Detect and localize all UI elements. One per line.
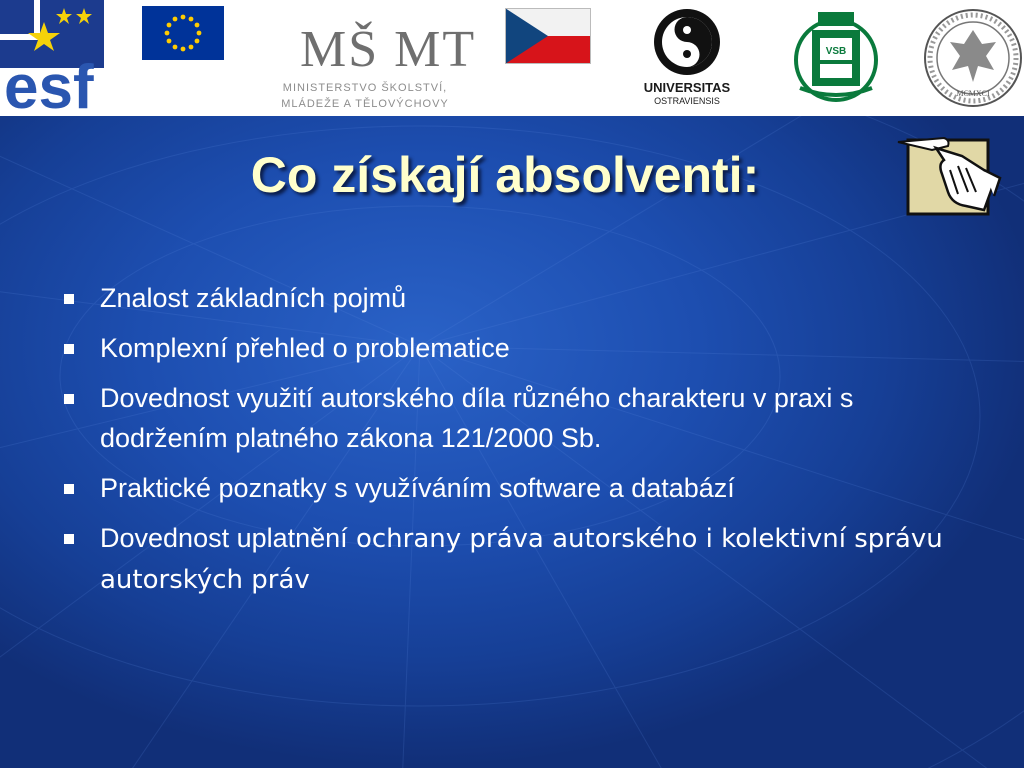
esf-logo bbox=[0, 0, 130, 116]
bullet-square-icon bbox=[64, 484, 74, 494]
bullet-list bbox=[62, 278, 962, 610]
vsb-logo bbox=[790, 2, 882, 112]
bullet-item bbox=[62, 468, 962, 508]
vsb-banner-text: VSB bbox=[825, 46, 847, 57]
bullet-square-icon bbox=[64, 344, 74, 354]
bullet-item bbox=[62, 278, 962, 318]
hand-writing-icon bbox=[892, 134, 1004, 220]
uo-emblem bbox=[632, 0, 742, 80]
bullet-item bbox=[62, 328, 962, 368]
msmt-logo bbox=[240, 0, 490, 116]
bullet-text-part-b: ochrany práva autorského i kolektivní správu autorských práv bbox=[100, 524, 943, 595]
bullet-text-part-a: Dovednost uplatnění bbox=[100, 523, 348, 553]
universitas-ostraviensis-logo bbox=[632, 0, 742, 116]
uo-line-2: OSTRAVIENSIS bbox=[654, 96, 720, 106]
uo-line-1: UNIVERSITAS bbox=[643, 80, 731, 95]
bullet-text: Znalost základních pojmů bbox=[100, 283, 407, 313]
bullet-square-icon bbox=[64, 534, 74, 544]
slide-content bbox=[0, 116, 1024, 768]
msmt-mark bbox=[240, 0, 490, 80]
bullet-text: Praktické poznatky s využíváním software a databází bbox=[100, 473, 735, 503]
bullet-item bbox=[62, 378, 962, 458]
bullet-text: Dovednost využití autorského díla různého charakteru v praxi s dodržením platného zákona 121/2000 Sb. bbox=[100, 383, 854, 453]
silesian-seal-text: MCMXCI bbox=[956, 89, 990, 98]
esf-text: esf bbox=[4, 53, 94, 116]
bullet-item bbox=[62, 518, 962, 600]
logo-bar bbox=[0, 0, 1024, 116]
msmt-line-2: MLÁDEŽE A TĚLOVÝCHOVY bbox=[281, 98, 449, 110]
msmt-line-1: MINISTERSTVO ŠKOLSTVÍ, bbox=[282, 82, 448, 94]
slide-title: Co získají absolventi: bbox=[250, 147, 760, 203]
czech-flag bbox=[505, 8, 591, 64]
silesian-university-seal bbox=[922, 4, 1024, 112]
bullet-square-icon bbox=[64, 294, 74, 304]
bullet-square-icon bbox=[64, 394, 74, 404]
bullet-text: Komplexní přehled o problematice bbox=[100, 333, 510, 363]
msmt-text: MŠ MT bbox=[300, 21, 477, 78]
eu-flag bbox=[142, 6, 224, 60]
